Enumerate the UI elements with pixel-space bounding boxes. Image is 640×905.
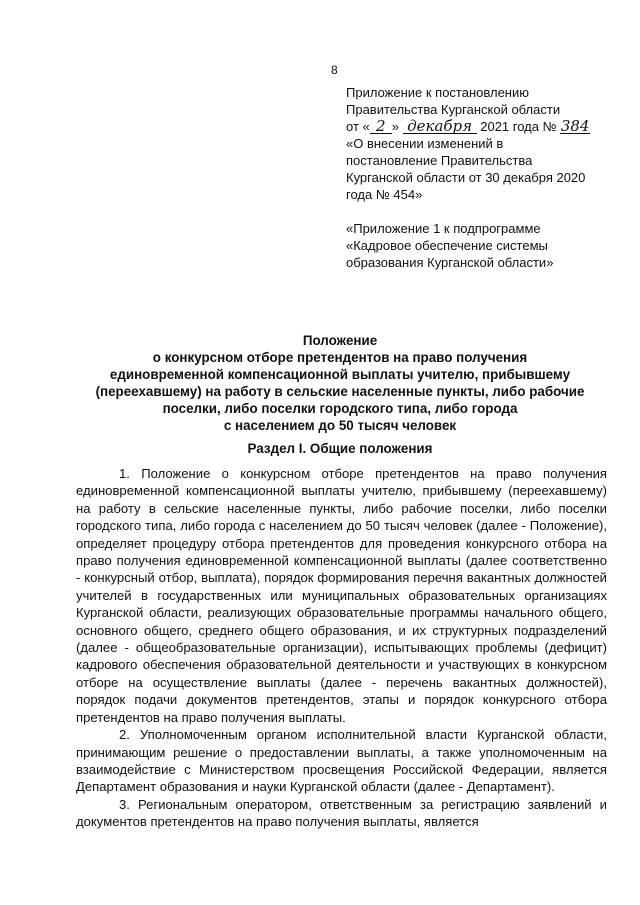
subprogram-line: «Приложение 1 к подпрограмме xyxy=(346,221,541,236)
title-line: поселки, либо поселки городского типа, либо города xyxy=(162,401,518,416)
subprogram-line: образования Курганской области» xyxy=(346,255,554,270)
paragraph: 1. Положение о конкурсном отборе претендентов на право получения единовременной компенсационной выплаты учителю, прибывшему (переехавшему) на работу в сельские населенные пункты, либо рабочие поселки, либо поселки городского типа, либо города с населением до 50 тысяч человек (далее - Положение), определяет процедуру отбора претендентов для проведения конкурсного отбора на право получения единовременной компенсационной выплаты (далее соответственно - конкурсный отбор, выплата), порядок формирования перечня вакантных должностей учителей в государственных или муниципальных образовательных организациях Курганской области, реализующих образовательные программы начального общего, основного общего, среднего общего образования, и их структурных подразделений (далее - общеобразовательные организации), испытывающих проблемы (дефицит) кадрового обеспечения образовательной деятельности и участвующих в конкурсном отборе на осуществление выплаты (далее - перечень вакантных должностей), порядок подачи документов претендентов, этапы и порядок конкурсного отбора претендентов на право получения выплаты. xyxy=(76,466,607,725)
amend-line: «О внесении изменений в xyxy=(346,136,504,151)
amend-line: Курганской области от 30 декабря 2020 xyxy=(346,170,586,185)
section-heading: Раздел I. Общие положения xyxy=(247,441,433,456)
appendix-line: Приложение к постановлению xyxy=(346,85,529,100)
handwritten-day: 2 xyxy=(370,119,392,134)
date-prefix: от « xyxy=(346,119,370,134)
title-line: (переехавшему) на работу в сельские населенные пункты, либо рабочие xyxy=(95,384,585,399)
year-text: 2021 года № xyxy=(480,119,557,134)
amend-line: постановление Правительства xyxy=(346,153,533,168)
amend-line: года № 454» xyxy=(346,187,423,202)
appendix-header xyxy=(346,84,626,271)
page-number: 8 xyxy=(331,63,338,77)
handwritten-number: 384 xyxy=(560,117,590,135)
title-line: с населением до 50 тысяч человек xyxy=(223,418,457,433)
title-line: единовременной компенсационной выплаты учителю, прибывшему xyxy=(109,367,571,382)
handwritten-month: декабря xyxy=(403,119,477,134)
paragraph: 3. Региональным оператором, ответственным за регистрацию заявлений и документов претендентов на право получения выплаты, является xyxy=(76,796,607,830)
document-title xyxy=(60,332,620,434)
appendix-date-line xyxy=(346,118,626,135)
subprogram-line: «Кадровое обеспечение системы xyxy=(346,238,548,253)
paragraph: 2. Уполномоченным органом исполнительной власти Курганской области, принимающим решение о предоставлении выплаты, а также уполномоченным на взаимодействие с Министерством просвещения Российской Федерации, является Департамент образования и науки Курганской области (далее - Департамент). xyxy=(76,727,607,795)
title-line: о конкурсном отборе претендентов на право получения xyxy=(152,350,528,365)
body-text xyxy=(76,465,607,831)
date-close: » xyxy=(391,119,399,134)
appendix-line: Правительства Курганской области xyxy=(346,102,561,117)
title-line: Положение xyxy=(302,333,378,348)
